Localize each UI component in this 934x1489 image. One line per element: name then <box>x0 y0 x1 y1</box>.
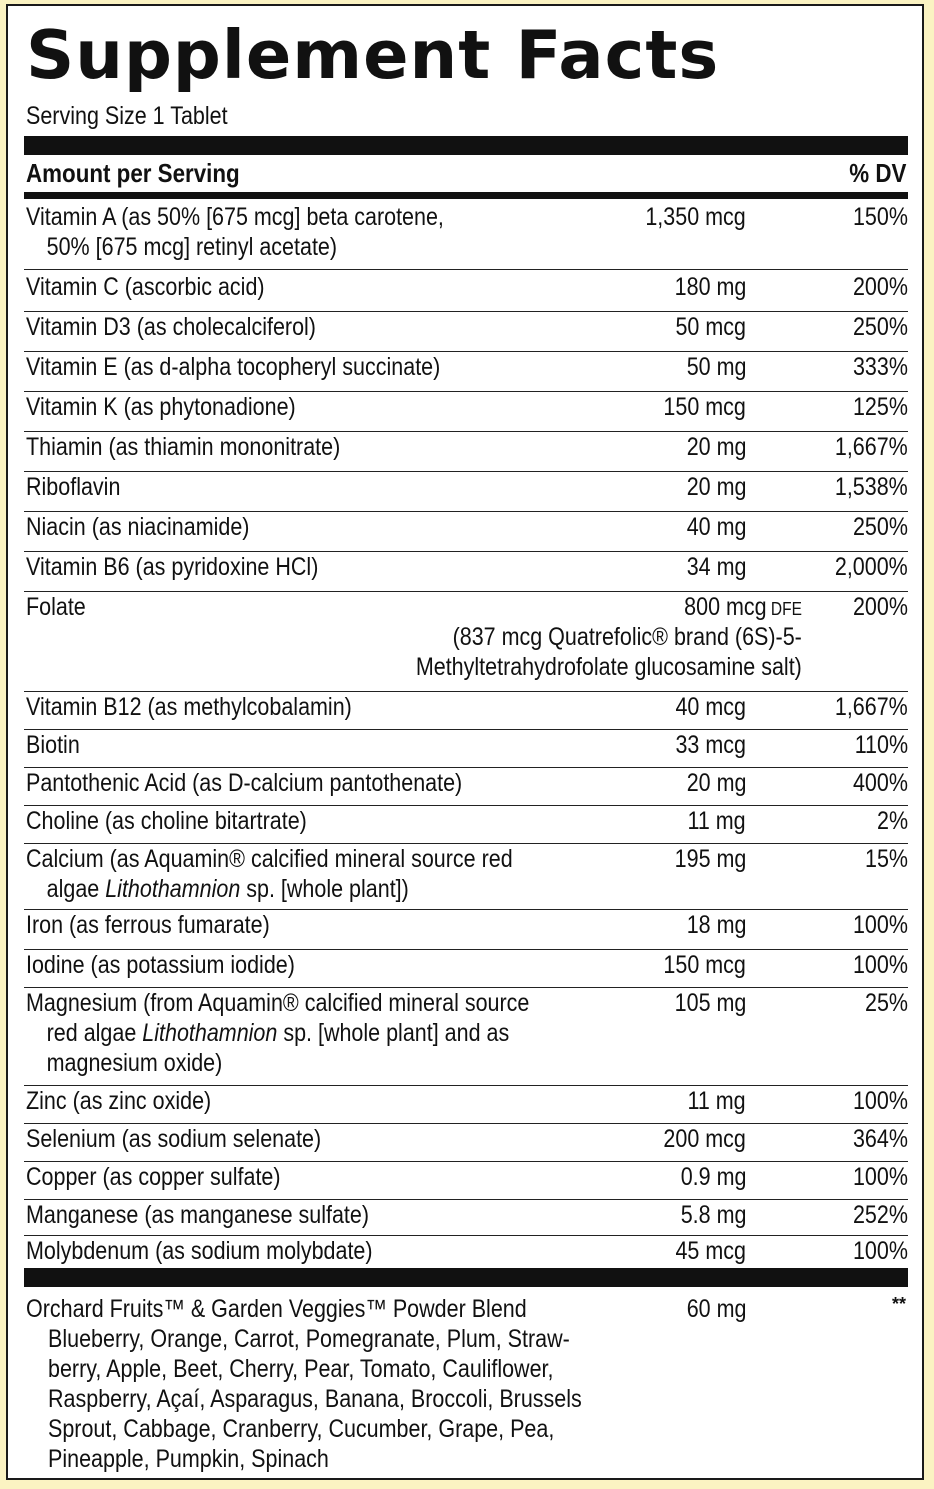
nutrient-name-line: Magnesium (from Aquamin® calcified mineral source <box>26 989 530 1017</box>
amount-value: 150 mcg <box>663 393 746 421</box>
amount-value: 200 mcg <box>663 1125 746 1153</box>
nutrient-name <box>26 692 619 722</box>
nutrient-name-line: Thiamin (as thiamin mononitrate) <box>26 433 341 461</box>
nutrient-name-line: Vitamin B6 (as pyridoxine HCl) <box>26 553 319 581</box>
nutrient-row <box>24 432 908 472</box>
amount-value: 50 mcg <box>675 313 746 341</box>
nutrient-amount <box>674 988 746 1018</box>
blend-ingredients <box>48 1324 582 1474</box>
nutrient-name <box>26 432 619 462</box>
amount-value: 1,350 mcg <box>645 203 746 231</box>
amount-value: 33 mcg <box>675 731 746 759</box>
nutrient-dv: 1,538% <box>835 473 908 501</box>
blend-ingredient-line: Sprout, Cabbage, Cranberry, Cucumber, Grape, Pea, <box>48 1415 555 1443</box>
nutrient-row <box>24 768 908 806</box>
nutrient-amount <box>680 1162 746 1192</box>
nutrient-name <box>26 552 619 582</box>
blend-amount: 60 mg <box>686 1295 746 1323</box>
nutrient-amount <box>674 272 746 302</box>
nutrient-row <box>24 202 908 270</box>
nutrient-dv: 333% <box>853 353 908 381</box>
nutrient-name-line: 50% [675 mcg] retinyl acetate) <box>46 233 338 261</box>
nutrient-amount <box>664 950 746 980</box>
nutrient-name <box>26 1162 619 1192</box>
nutrient-name-line: magnesium oxide) <box>46 1049 223 1077</box>
amount-value: 20 mg <box>686 433 746 461</box>
blend-ingredient-line: Raspberry, Açaí, Asparagus, Banana, Broccoli, Brussels <box>48 1385 582 1413</box>
nutrient-name-line: Vitamin A (as 50% [675 mcg] beta carotene, <box>26 203 444 231</box>
nutrient-name <box>26 1086 619 1116</box>
amount-value: 11 mg <box>687 807 746 835</box>
nutrient-dv: 100% <box>853 951 908 979</box>
nutrient-row <box>24 392 908 432</box>
nutrient-amount <box>680 1200 746 1230</box>
nutrient-name <box>26 472 619 502</box>
nutrient-row <box>24 352 908 392</box>
blend-divider <box>24 1268 908 1287</box>
nutrient-name <box>26 1236 619 1266</box>
nutrient-name <box>26 910 619 940</box>
nutrient-name-line: Niacin (as niacinamide) <box>26 513 250 541</box>
nutrient-dv: 1,667% <box>835 433 908 461</box>
blend-ingredient-line: Blueberry, Orange, Carrot, Pomegranate, Plum, Straw- <box>48 1325 570 1353</box>
nutrient-dv: 25% <box>864 989 908 1017</box>
nutrient-dv: 110% <box>854 731 908 759</box>
header-divider <box>24 192 908 199</box>
serving-size: Serving Size 1 Tablet <box>26 102 228 130</box>
amount-value: 40 mcg <box>675 693 746 721</box>
nutrient-dv: 200% <box>853 593 908 621</box>
nutrient-dv: 1,667% <box>835 693 908 721</box>
nutrient-name <box>26 202 619 262</box>
nutrient-name-line: Riboflavin <box>26 473 121 501</box>
nutrient-row <box>24 1200 908 1236</box>
nutrient-amount <box>686 552 746 582</box>
nutrient-dv: 125% <box>853 393 908 421</box>
amount-value: 5.8 mg <box>680 1201 746 1229</box>
nutrient-amount <box>664 392 746 422</box>
nutrient-name <box>26 512 619 542</box>
nutrient-dv: 100% <box>853 1237 908 1265</box>
nutrient-row <box>24 312 908 352</box>
amount-value: 20 mg <box>686 769 746 797</box>
note-line: Methyltetrahydrofolate glucosamine salt) <box>416 653 802 681</box>
nutrient-row <box>24 1162 908 1200</box>
nutrient-dv: 252% <box>853 1201 908 1229</box>
nutrient-dv: 100% <box>853 1087 908 1115</box>
nutrient-dv: 100% <box>853 911 908 939</box>
nutrient-row <box>24 806 908 844</box>
nutrient-row <box>24 592 908 692</box>
nutrient-row <box>24 692 908 730</box>
nutrient-name-line: Vitamin C (ascorbic acid) <box>26 273 265 301</box>
nutrient-name-line: Pantothenic Acid (as D-calcium pantothenate) <box>26 769 463 797</box>
nutrient-name <box>26 592 619 622</box>
amount-value: 34 mg <box>686 553 746 581</box>
nutrient-name <box>26 988 619 1078</box>
nutrient-name <box>26 272 619 302</box>
nutrient-name <box>26 1200 619 1230</box>
folate-source-note <box>416 622 802 682</box>
nutrient-amount <box>688 1086 746 1116</box>
nutrient-name-line: Iodine (as potassium iodide) <box>26 951 295 979</box>
amount-value: 11 mg <box>687 1087 746 1115</box>
amount-per-serving-header: Amount per Serving <box>26 158 240 188</box>
nutrient-row <box>24 272 908 312</box>
nutrient-amount <box>675 312 746 342</box>
amount-value: 50 mg <box>686 353 746 381</box>
nutrient-amount <box>686 768 746 798</box>
nutrient-name <box>26 768 619 798</box>
nutrient-name <box>26 392 619 422</box>
nutrient-amount <box>688 806 746 836</box>
nutrient-amount <box>675 692 746 722</box>
blend-name: Orchard Fruits™ & Garden Veggies™ Powder Blend <box>26 1295 527 1323</box>
amount-value: 150 mcg <box>663 951 746 979</box>
blend-dv: ** <box>891 1294 906 1314</box>
nutrient-dv: 364% <box>853 1125 908 1153</box>
note-line: (837 mcg Quatrefolic® brand (6S)-5- <box>452 623 802 651</box>
nutrient-amount <box>675 1236 746 1266</box>
nutrient-amount <box>686 512 746 542</box>
nutrient-row <box>24 552 908 592</box>
nutrient-row <box>24 988 908 1086</box>
nutrient-name-line: Zinc (as zinc oxide) <box>26 1087 212 1115</box>
nutrient-amount <box>686 472 746 502</box>
nutrient-dv: 200% <box>853 273 908 301</box>
amount-value: 105 mg <box>674 989 746 1017</box>
blend-ingredient-line: Pineapple, Pumpkin, Spinach <box>48 1445 329 1473</box>
nutrient-row <box>24 844 908 910</box>
panel-title: Supplement Facts <box>26 16 720 94</box>
nutrient-name <box>26 730 619 760</box>
nutrient-name-line: Vitamin D3 (as cholecalciferol) <box>26 313 316 341</box>
nutrient-name <box>26 806 619 836</box>
nutrient-name-line: Choline (as choline bitartrate) <box>26 807 307 835</box>
nutrient-dv: 2% <box>876 807 908 835</box>
nutrient-amount <box>686 352 746 382</box>
nutrient-row <box>24 1124 908 1162</box>
nutrient-dv: 15% <box>864 845 908 873</box>
nutrient-name-line: Vitamin B12 (as methylcobalamin) <box>26 693 352 721</box>
nutrient-amount <box>646 202 746 232</box>
thick-divider <box>24 136 908 155</box>
amount-value: 0.9 mg <box>680 1163 746 1191</box>
amount-value: 195 mg <box>674 845 746 873</box>
nutrient-amount <box>684 592 802 624</box>
amount-value: 800 mcg <box>684 593 767 621</box>
nutrient-dv: 250% <box>853 513 908 541</box>
nutrient-name <box>26 844 619 904</box>
nutrient-dv: 2,000% <box>835 553 908 581</box>
nutrient-amount <box>686 432 746 462</box>
amount-value: 20 mg <box>686 473 746 501</box>
amount-value: 40 mg <box>686 513 746 541</box>
nutrient-name <box>26 1124 619 1154</box>
nutrient-amount <box>674 844 746 874</box>
nutrient-name-line: Vitamin K (as phytonadione) <box>26 393 296 421</box>
nutrient-dv: 150% <box>853 203 908 231</box>
nutrient-row <box>24 910 908 950</box>
nutrient-name-line: Manganese (as manganese sulfate) <box>26 1201 370 1229</box>
nutrient-dv: 250% <box>853 313 908 341</box>
nutrient-name-line: algae Lithothamnion sp. [whole plant]) <box>46 875 409 903</box>
nutrient-dv: 100% <box>853 1163 908 1191</box>
amount-value: 45 mcg <box>675 1237 746 1265</box>
supplement-facts-panel <box>6 4 924 1480</box>
nutrient-row <box>24 730 908 768</box>
amount-value: 180 mg <box>674 273 746 301</box>
nutrient-name <box>26 352 619 382</box>
nutrient-name-line: Copper (as copper sulfate) <box>26 1163 281 1191</box>
nutrient-row <box>24 1236 908 1268</box>
nutrient-row <box>24 512 908 552</box>
nutrient-row <box>24 1086 908 1124</box>
nutrient-name-line: red algae Lithothamnion sp. [whole plant] and as <box>46 1019 510 1047</box>
nutrient-dv: 400% <box>853 769 908 797</box>
nutrient-row <box>24 950 908 988</box>
nutrient-row <box>24 472 908 512</box>
blend-ingredient-line: berry, Apple, Beet, Cherry, Pear, Tomato, Cauliflower, <box>48 1355 554 1383</box>
nutrient-name-line: Molybdenum (as sodium molybdate) <box>26 1237 373 1265</box>
nutrient-name-line: Biotin <box>26 731 80 759</box>
nutrient-amount <box>675 730 746 760</box>
nutrient-name-line: Selenium (as sodium selenate) <box>26 1125 322 1153</box>
amount-value: 18 mg <box>686 911 746 939</box>
nutrient-name-line: Folate <box>26 593 86 621</box>
amount-suffix: DFE <box>766 599 802 619</box>
nutrient-name-line: Calcium (as Aquamin® calcified mineral source red <box>26 845 513 873</box>
nutrient-amount <box>664 1124 746 1154</box>
nutrient-name-line: Iron (as ferrous fumarate) <box>26 911 270 939</box>
nutrient-amount <box>686 910 746 940</box>
nutrient-name <box>26 950 619 980</box>
dv-header: % DV <box>848 158 906 188</box>
nutrient-name-line: Vitamin E (as d-alpha tocopheryl succinate) <box>26 353 441 381</box>
nutrient-name <box>26 312 619 342</box>
